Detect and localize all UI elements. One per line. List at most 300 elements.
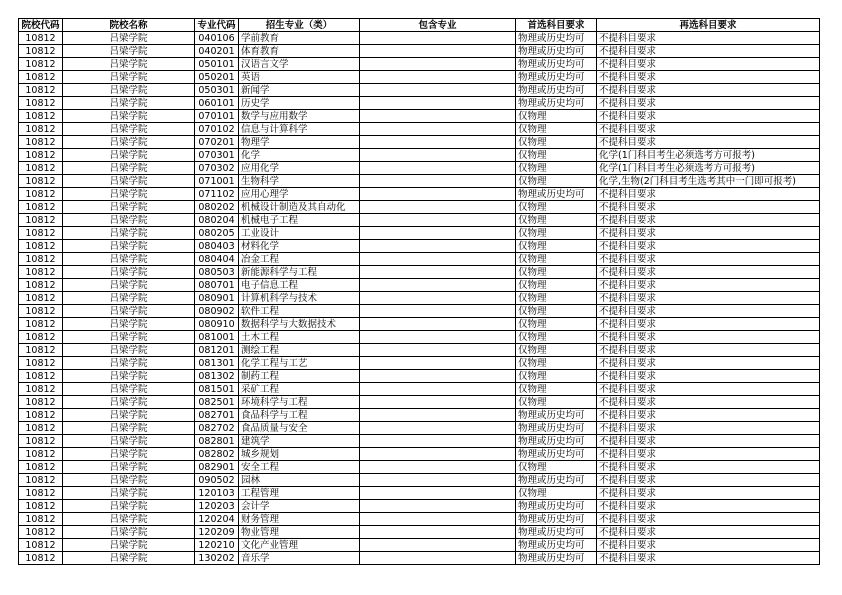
major-code-cell: 070102 (195, 123, 239, 136)
major-code-cell: 082701 (195, 409, 239, 422)
included-majors-cell (360, 58, 516, 71)
reselect-subject-cell: 不提科目要求 (597, 500, 820, 513)
first-subject-cell: 物理或历史均可 (516, 58, 597, 71)
major-code-cell: 070201 (195, 136, 239, 149)
table-row (19, 214, 820, 227)
school-name-cell: 吕梁学院 (63, 305, 195, 318)
first-subject-cell: 仅物理 (516, 383, 597, 396)
major-code-cell: 082501 (195, 396, 239, 409)
major-name-cell: 采矿工程 (239, 383, 360, 396)
school-code-cell: 10812 (19, 500, 63, 513)
major-name-cell: 冶金工程 (239, 253, 360, 266)
major-name-cell: 英语 (239, 71, 360, 84)
school-name-cell: 吕梁学院 (63, 84, 195, 97)
included-majors-cell (360, 318, 516, 331)
major-name-cell: 化学 (239, 149, 360, 162)
reselect-subject-cell: 不提科目要求 (597, 552, 820, 565)
major-name-cell: 园林 (239, 474, 360, 487)
first-subject-cell: 仅物理 (516, 253, 597, 266)
reselect-subject-cell: 化学(1门科目考生必须选考方可报考) (597, 162, 820, 175)
school-code-cell: 10812 (19, 487, 63, 500)
first-subject-cell: 仅物理 (516, 149, 597, 162)
admission-table-sheet (18, 18, 819, 565)
school-code-cell: 10812 (19, 526, 63, 539)
first-subject-cell: 仅物理 (516, 357, 597, 370)
table-row (19, 357, 820, 370)
first-subject-cell: 物理或历史均可 (516, 435, 597, 448)
first-subject-cell: 仅物理 (516, 136, 597, 149)
major-name-cell: 计算机科学与技术 (239, 292, 360, 305)
major-code-cell: 090502 (195, 474, 239, 487)
first-subject-cell: 仅物理 (516, 370, 597, 383)
table-row (19, 266, 820, 279)
table-row (19, 474, 820, 487)
school-code-cell: 10812 (19, 240, 63, 253)
header-major-name: 招生专业（类） (239, 19, 360, 32)
reselect-subject-cell: 不提科目要求 (597, 279, 820, 292)
school-code-cell: 10812 (19, 331, 63, 344)
major-code-cell: 060101 (195, 97, 239, 110)
reselect-subject-cell: 不提科目要求 (597, 461, 820, 474)
first-subject-cell: 物理或历史均可 (516, 513, 597, 526)
included-majors-cell (360, 292, 516, 305)
school-code-cell: 10812 (19, 448, 63, 461)
major-code-cell: 080701 (195, 279, 239, 292)
school-code-cell: 10812 (19, 188, 63, 201)
table-row (19, 32, 820, 45)
school-name-cell: 吕梁学院 (63, 357, 195, 370)
major-name-cell: 材料化学 (239, 240, 360, 253)
major-code-cell: 080404 (195, 253, 239, 266)
included-majors-cell (360, 266, 516, 279)
school-code-cell: 10812 (19, 370, 63, 383)
header-school-code: 院校代码 (19, 19, 63, 32)
school-name-cell: 吕梁学院 (63, 253, 195, 266)
major-name-cell: 环境科学与工程 (239, 396, 360, 409)
first-subject-cell: 物理或历史均可 (516, 71, 597, 84)
reselect-subject-cell: 不提科目要求 (597, 97, 820, 110)
school-code-cell: 10812 (19, 279, 63, 292)
major-name-cell: 生物科学 (239, 175, 360, 188)
first-subject-cell: 物理或历史均可 (516, 32, 597, 45)
first-subject-cell: 仅物理 (516, 110, 597, 123)
major-code-cell: 040106 (195, 32, 239, 45)
school-name-cell: 吕梁学院 (63, 422, 195, 435)
school-code-cell: 10812 (19, 266, 63, 279)
school-code-cell: 10812 (19, 253, 63, 266)
included-majors-cell (360, 32, 516, 45)
included-majors-cell (360, 513, 516, 526)
school-code-cell: 10812 (19, 383, 63, 396)
school-name-cell: 吕梁学院 (63, 552, 195, 565)
major-name-cell: 数据科学与大数据技术 (239, 318, 360, 331)
major-name-cell: 安全工程 (239, 461, 360, 474)
major-name-cell: 电子信息工程 (239, 279, 360, 292)
included-majors-cell (360, 409, 516, 422)
first-subject-cell: 仅物理 (516, 487, 597, 500)
included-majors-cell (360, 175, 516, 188)
school-code-cell: 10812 (19, 58, 63, 71)
school-code-cell: 10812 (19, 422, 63, 435)
school-code-cell: 10812 (19, 149, 63, 162)
reselect-subject-cell: 化学,生物(2门科目考生选考其中一门即可报考) (597, 175, 820, 188)
school-code-cell: 10812 (19, 201, 63, 214)
school-code-cell: 10812 (19, 175, 63, 188)
school-code-cell: 10812 (19, 305, 63, 318)
major-code-cell: 050301 (195, 84, 239, 97)
reselect-subject-cell: 不提科目要求 (597, 227, 820, 240)
included-majors-cell (360, 448, 516, 461)
school-code-cell: 10812 (19, 513, 63, 526)
school-code-cell: 10812 (19, 396, 63, 409)
included-majors-cell (360, 240, 516, 253)
school-code-cell: 10812 (19, 71, 63, 84)
reselect-subject-cell: 不提科目要求 (597, 305, 820, 318)
major-code-cell: 081501 (195, 383, 239, 396)
included-majors-cell (360, 500, 516, 513)
included-majors-cell (360, 344, 516, 357)
table-row (19, 383, 820, 396)
school-name-cell: 吕梁学院 (63, 500, 195, 513)
included-majors-cell (360, 461, 516, 474)
school-name-cell: 吕梁学院 (63, 539, 195, 552)
table-row (19, 331, 820, 344)
header-included-majors: 包含专业 (360, 19, 516, 32)
first-subject-cell: 物理或历史均可 (516, 422, 597, 435)
table-row (19, 201, 820, 214)
major-code-cell: 080901 (195, 292, 239, 305)
major-code-cell: 081001 (195, 331, 239, 344)
school-name-cell: 吕梁学院 (63, 396, 195, 409)
major-name-cell: 会计学 (239, 500, 360, 513)
school-name-cell: 吕梁学院 (63, 71, 195, 84)
reselect-subject-cell: 不提科目要求 (597, 370, 820, 383)
major-name-cell: 学前教育 (239, 32, 360, 45)
table-row (19, 136, 820, 149)
school-name-cell: 吕梁学院 (63, 188, 195, 201)
school-code-cell: 10812 (19, 357, 63, 370)
included-majors-cell (360, 45, 516, 58)
table-row (19, 149, 820, 162)
table-row (19, 448, 820, 461)
major-code-cell: 071001 (195, 175, 239, 188)
major-name-cell: 工业设计 (239, 227, 360, 240)
major-code-cell: 080902 (195, 305, 239, 318)
school-name-cell: 吕梁学院 (63, 266, 195, 279)
first-subject-cell: 物理或历史均可 (516, 474, 597, 487)
first-subject-cell: 仅物理 (516, 214, 597, 227)
reselect-subject-cell: 不提科目要求 (597, 136, 820, 149)
school-code-cell: 10812 (19, 474, 63, 487)
major-code-cell: 120204 (195, 513, 239, 526)
header-school-name: 院校名称 (63, 19, 195, 32)
reselect-subject-cell: 不提科目要求 (597, 396, 820, 409)
table-row (19, 110, 820, 123)
school-code-cell: 10812 (19, 539, 63, 552)
first-subject-cell: 仅物理 (516, 331, 597, 344)
table-header-row (19, 19, 820, 32)
table-row (19, 422, 820, 435)
major-name-cell: 土木工程 (239, 331, 360, 344)
school-name-cell: 吕梁学院 (63, 175, 195, 188)
table-row (19, 123, 820, 136)
table-row (19, 461, 820, 474)
table-row (19, 84, 820, 97)
school-name-cell: 吕梁学院 (63, 240, 195, 253)
school-name-cell: 吕梁学院 (63, 227, 195, 240)
table-row (19, 513, 820, 526)
major-code-cell: 080910 (195, 318, 239, 331)
school-name-cell: 吕梁学院 (63, 201, 195, 214)
table-row (19, 539, 820, 552)
major-code-cell: 080205 (195, 227, 239, 240)
school-code-cell: 10812 (19, 227, 63, 240)
table-row (19, 227, 820, 240)
school-code-cell: 10812 (19, 552, 63, 565)
included-majors-cell (360, 110, 516, 123)
major-name-cell: 文化产业管理 (239, 539, 360, 552)
major-name-cell: 应用化学 (239, 162, 360, 175)
school-code-cell: 10812 (19, 136, 63, 149)
school-code-cell: 10812 (19, 435, 63, 448)
first-subject-cell: 物理或历史均可 (516, 500, 597, 513)
included-majors-cell (360, 331, 516, 344)
school-code-cell: 10812 (19, 214, 63, 227)
major-name-cell: 化学工程与工艺 (239, 357, 360, 370)
reselect-subject-cell: 不提科目要求 (597, 435, 820, 448)
school-name-cell: 吕梁学院 (63, 344, 195, 357)
first-subject-cell: 物理或历史均可 (516, 97, 597, 110)
major-name-cell: 软件工程 (239, 305, 360, 318)
reselect-subject-cell: 不提科目要求 (597, 123, 820, 136)
school-code-cell: 10812 (19, 32, 63, 45)
reselect-subject-cell: 不提科目要求 (597, 448, 820, 461)
reselect-subject-cell: 不提科目要求 (597, 201, 820, 214)
major-code-cell: 081302 (195, 370, 239, 383)
school-name-cell: 吕梁学院 (63, 110, 195, 123)
reselect-subject-cell: 不提科目要求 (597, 32, 820, 45)
admission-requirements-table (18, 18, 820, 565)
table-row (19, 292, 820, 305)
reselect-subject-cell: 不提科目要求 (597, 110, 820, 123)
school-name-cell: 吕梁学院 (63, 279, 195, 292)
major-code-cell: 082901 (195, 461, 239, 474)
reselect-subject-cell: 不提科目要求 (597, 422, 820, 435)
first-subject-cell: 仅物理 (516, 292, 597, 305)
school-name-cell: 吕梁学院 (63, 461, 195, 474)
first-subject-cell: 仅物理 (516, 201, 597, 214)
major-code-cell: 080403 (195, 240, 239, 253)
school-name-cell: 吕梁学院 (63, 435, 195, 448)
included-majors-cell (360, 97, 516, 110)
reselect-subject-cell: 不提科目要求 (597, 240, 820, 253)
first-subject-cell: 物理或历史均可 (516, 539, 597, 552)
major-name-cell: 汉语言文学 (239, 58, 360, 71)
first-subject-cell: 仅物理 (516, 344, 597, 357)
school-code-cell: 10812 (19, 318, 63, 331)
major-code-cell: 080204 (195, 214, 239, 227)
table-row (19, 318, 820, 331)
included-majors-cell (360, 422, 516, 435)
major-name-cell: 数学与应用数学 (239, 110, 360, 123)
first-subject-cell: 物理或历史均可 (516, 448, 597, 461)
table-row (19, 188, 820, 201)
school-code-cell: 10812 (19, 97, 63, 110)
reselect-subject-cell: 不提科目要求 (597, 253, 820, 266)
table-row (19, 487, 820, 500)
included-majors-cell (360, 383, 516, 396)
first-subject-cell: 物理或历史均可 (516, 552, 597, 565)
reselect-subject-cell: 不提科目要求 (597, 318, 820, 331)
first-subject-cell: 仅物理 (516, 461, 597, 474)
school-name-cell: 吕梁学院 (63, 513, 195, 526)
first-subject-cell: 仅物理 (516, 123, 597, 136)
major-code-cell: 040201 (195, 45, 239, 58)
reselect-subject-cell: 不提科目要求 (597, 539, 820, 552)
major-name-cell: 历史学 (239, 97, 360, 110)
major-code-cell: 080503 (195, 266, 239, 279)
school-name-cell: 吕梁学院 (63, 149, 195, 162)
reselect-subject-cell: 不提科目要求 (597, 266, 820, 279)
included-majors-cell (360, 487, 516, 500)
major-code-cell: 082802 (195, 448, 239, 461)
major-code-cell: 050201 (195, 71, 239, 84)
included-majors-cell (360, 214, 516, 227)
table-row (19, 253, 820, 266)
first-subject-cell: 物理或历史均可 (516, 409, 597, 422)
table-row (19, 71, 820, 84)
table-row (19, 162, 820, 175)
reselect-subject-cell: 不提科目要求 (597, 526, 820, 539)
first-subject-cell: 物理或历史均可 (516, 526, 597, 539)
table-row (19, 409, 820, 422)
included-majors-cell (360, 552, 516, 565)
included-majors-cell (360, 370, 516, 383)
school-name-cell: 吕梁学院 (63, 409, 195, 422)
major-name-cell: 应用心理学 (239, 188, 360, 201)
included-majors-cell (360, 253, 516, 266)
school-name-cell: 吕梁学院 (63, 162, 195, 175)
table-row (19, 175, 820, 188)
first-subject-cell: 物理或历史均可 (516, 188, 597, 201)
school-name-cell: 吕梁学院 (63, 97, 195, 110)
header-first-subject: 首选科目要求 (516, 19, 597, 32)
school-name-cell: 吕梁学院 (63, 487, 195, 500)
school-name-cell: 吕梁学院 (63, 370, 195, 383)
first-subject-cell: 仅物理 (516, 175, 597, 188)
included-majors-cell (360, 188, 516, 201)
first-subject-cell: 仅物理 (516, 162, 597, 175)
school-code-cell: 10812 (19, 110, 63, 123)
included-majors-cell (360, 227, 516, 240)
table-row (19, 552, 820, 565)
major-name-cell: 体育教育 (239, 45, 360, 58)
included-majors-cell (360, 357, 516, 370)
header-major-code: 专业代码 (195, 19, 239, 32)
header-reselect-subject: 再选科目要求 (597, 19, 820, 32)
major-name-cell: 测绘工程 (239, 344, 360, 357)
included-majors-cell (360, 123, 516, 136)
major-code-cell: 071102 (195, 188, 239, 201)
major-code-cell: 081201 (195, 344, 239, 357)
school-name-cell: 吕梁学院 (63, 45, 195, 58)
school-name-cell: 吕梁学院 (63, 136, 195, 149)
school-name-cell: 吕梁学院 (63, 474, 195, 487)
reselect-subject-cell: 不提科目要求 (597, 71, 820, 84)
school-name-cell: 吕梁学院 (63, 32, 195, 45)
school-name-cell: 吕梁学院 (63, 123, 195, 136)
reselect-subject-cell: 不提科目要求 (597, 513, 820, 526)
table-body (19, 32, 820, 565)
first-subject-cell: 仅物理 (516, 318, 597, 331)
major-code-cell: 070302 (195, 162, 239, 175)
school-name-cell: 吕梁学院 (63, 383, 195, 396)
major-name-cell: 新闻学 (239, 84, 360, 97)
first-subject-cell: 仅物理 (516, 266, 597, 279)
first-subject-cell: 仅物理 (516, 396, 597, 409)
major-name-cell: 建筑学 (239, 435, 360, 448)
first-subject-cell: 仅物理 (516, 227, 597, 240)
table-row (19, 45, 820, 58)
reselect-subject-cell: 不提科目要求 (597, 84, 820, 97)
major-name-cell: 音乐学 (239, 552, 360, 565)
major-code-cell: 082801 (195, 435, 239, 448)
school-name-cell: 吕梁学院 (63, 292, 195, 305)
major-name-cell: 物理学 (239, 136, 360, 149)
major-code-cell: 081301 (195, 357, 239, 370)
major-name-cell: 信息与计算科学 (239, 123, 360, 136)
major-code-cell: 080202 (195, 201, 239, 214)
reselect-subject-cell: 不提科目要求 (597, 188, 820, 201)
school-name-cell: 吕梁学院 (63, 331, 195, 344)
school-code-cell: 10812 (19, 409, 63, 422)
reselect-subject-cell: 不提科目要求 (597, 487, 820, 500)
included-majors-cell (360, 84, 516, 97)
major-code-cell: 120103 (195, 487, 239, 500)
major-code-cell: 120210 (195, 539, 239, 552)
major-name-cell: 制药工程 (239, 370, 360, 383)
major-name-cell: 工程管理 (239, 487, 360, 500)
major-code-cell: 130202 (195, 552, 239, 565)
reselect-subject-cell: 不提科目要求 (597, 357, 820, 370)
included-majors-cell (360, 201, 516, 214)
major-name-cell: 新能源科学与工程 (239, 266, 360, 279)
table-row (19, 526, 820, 539)
school-name-cell: 吕梁学院 (63, 318, 195, 331)
table-row (19, 396, 820, 409)
school-code-cell: 10812 (19, 344, 63, 357)
reselect-subject-cell: 不提科目要求 (597, 409, 820, 422)
included-majors-cell (360, 539, 516, 552)
major-name-cell: 城乡规划 (239, 448, 360, 461)
school-name-cell: 吕梁学院 (63, 526, 195, 539)
school-code-cell: 10812 (19, 123, 63, 136)
major-name-cell: 机械电子工程 (239, 214, 360, 227)
first-subject-cell: 仅物理 (516, 305, 597, 318)
reselect-subject-cell: 不提科目要求 (597, 214, 820, 227)
first-subject-cell: 物理或历史均可 (516, 45, 597, 58)
reselect-subject-cell: 不提科目要求 (597, 292, 820, 305)
first-subject-cell: 物理或历史均可 (516, 84, 597, 97)
school-code-cell: 10812 (19, 84, 63, 97)
major-code-cell: 050101 (195, 58, 239, 71)
school-name-cell: 吕梁学院 (63, 214, 195, 227)
table-row (19, 240, 820, 253)
major-code-cell: 070101 (195, 110, 239, 123)
major-code-cell: 082702 (195, 422, 239, 435)
included-majors-cell (360, 435, 516, 448)
major-code-cell: 120203 (195, 500, 239, 513)
